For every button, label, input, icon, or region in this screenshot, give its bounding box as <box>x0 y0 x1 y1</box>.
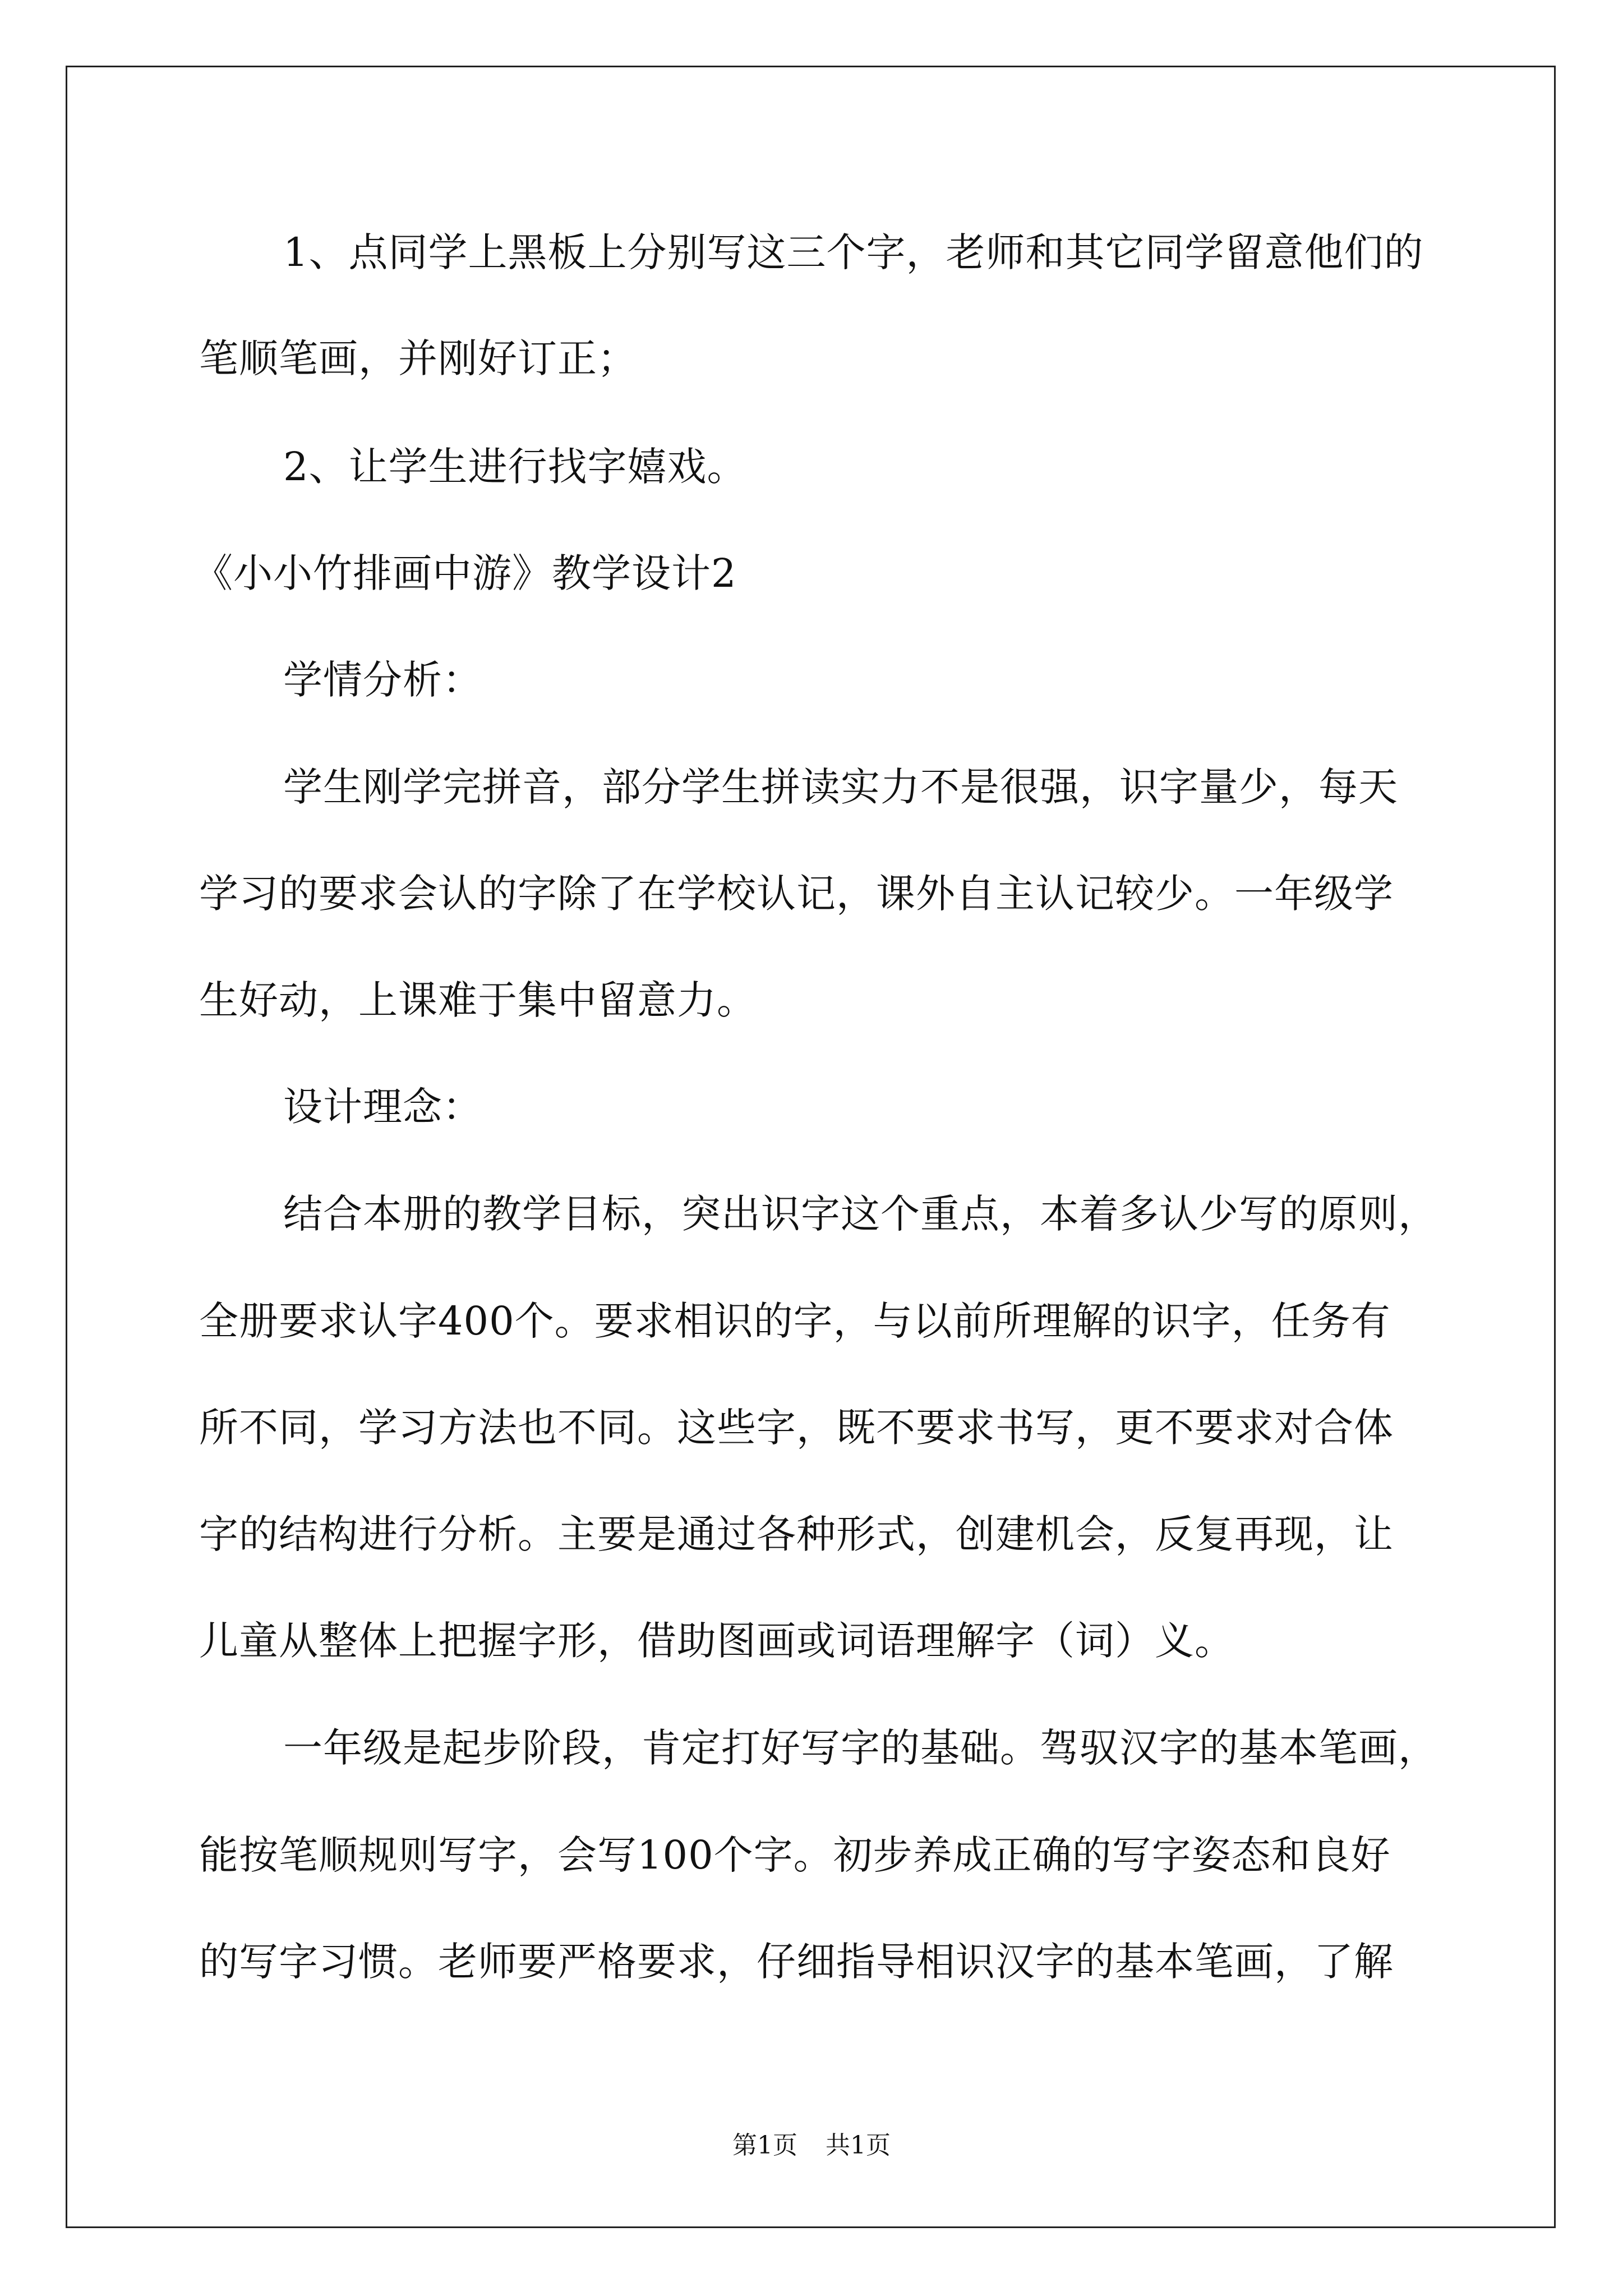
paragraph-line: 结合本册的教学目标，突出识字这个重点，本着多认少写的原则， <box>283 1191 1438 1237</box>
paragraph-line: 全册要求认字400个。要求相识的字，与以前所理解的识字，任务有 <box>199 1298 1391 1344</box>
section-heading: 学情分析： <box>283 657 482 703</box>
paragraph-line: 2、让学生进行找字嬉戏。 <box>283 444 747 490</box>
paragraph-line: 所不同，学习方法也不同。这些字，既不要求书写，更不要求对合体 <box>199 1405 1394 1451</box>
paragraph-line: 一年级是起步阶段，肯定打好写字的基础。驾驭汉字的基本笔画， <box>283 1725 1438 1771</box>
paragraph-line: 1、点同学上黑板上分别写这三个字，老师和其它同学留意他们的 <box>283 229 1424 275</box>
page-count: 共1页 <box>826 2131 891 2160</box>
paragraph-line: 学生刚学完拼音，部分学生拼读实力不是很强，识字量少，每天 <box>283 764 1398 810</box>
page-footer <box>0 2129 1623 2162</box>
paragraph-line: 的写字习惯。老师要严格要求，仔细指导相识汉字的基本笔画，了解 <box>199 1939 1394 1985</box>
section-title: 《小小竹排画中游》教学设计2 <box>193 550 737 596</box>
paragraph-line: 能按笔顺规则写字，会写100个字。初步养成正确的写字姿态和良好 <box>199 1832 1391 1878</box>
paragraph-line: 生好动，上课难于集中留意力。 <box>199 977 757 1023</box>
paragraph-line: 笔顺笔画，并刚好订正； <box>199 335 637 381</box>
paragraph-line: 字的结构进行分析。主要是通过各种形式，创建机会，反复再现，让 <box>199 1511 1394 1557</box>
paragraph-line: 儿童从整体上把握字形，借助图画或词语理解字（词）义。 <box>199 1618 1234 1664</box>
page-number: 第1页 <box>732 2131 797 2160</box>
page-border <box>66 66 1556 2228</box>
section-heading: 设计理念： <box>283 1084 482 1130</box>
paragraph-line: 学习的要求会认的字除了在学校认记，课外自主认记较少。一年级学 <box>199 871 1394 917</box>
